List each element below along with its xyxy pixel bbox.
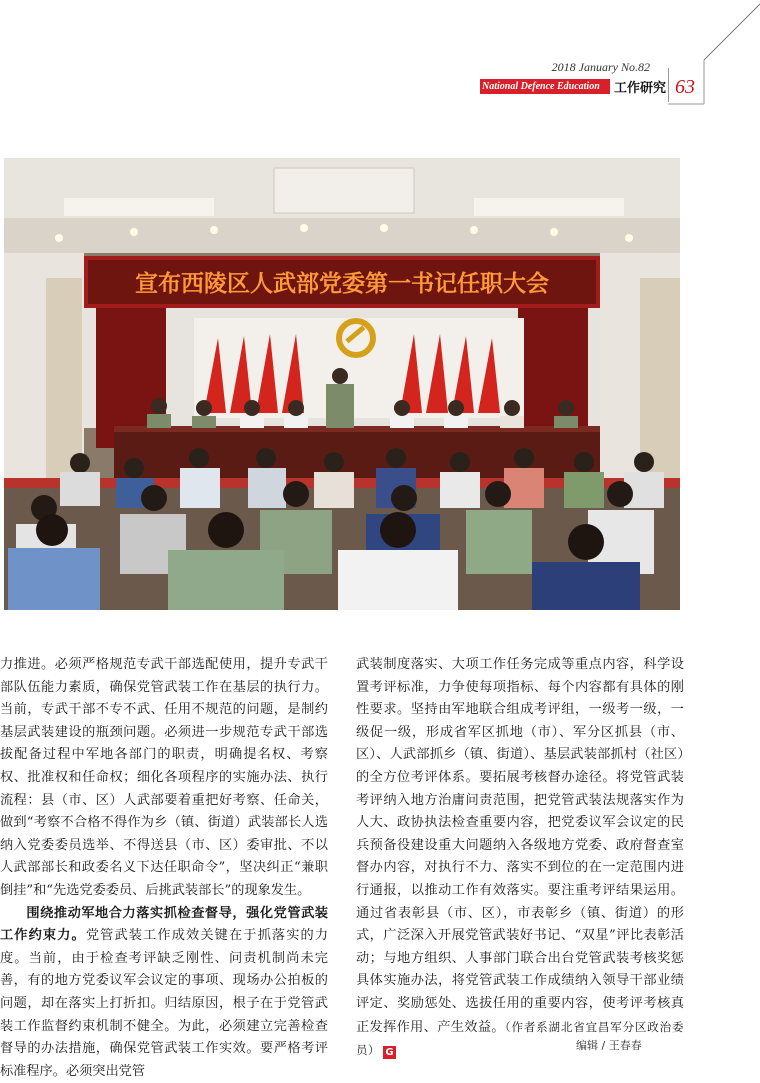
- paragraph-text: 武装制度落实、大项工作任务完成等重点内容，科学设置考评标准，力争使每项指标、每个内容都有具体的刚性要求。坚持由军地联合组成考评组，一级考一级，一级促一级，形成省军区抓地（市）、军分区抓县（市、区）、人武部抓乡（镇、街道）、基层武装部抓村（社区）的全方位考评体系。要拓展考核督办途径。将党管武装考评纳入地方治庸问责范围，把党管武装法规落实作为人大、政协执法检查重要内容，把党委议军会议定的民兵预备役建设重大问题纳入各级地方党委、政府督查室督办内容，对执行不力、落实不到位的在一定范围内进行通报，以推动工作有效落实。要注重考评结果运用。通过省表彰县（市、区），市表彰乡（镇、街道）的形式，广泛深入开展党管武装好书记、“双星”评比表彰活动；与地方组织、人事部门联合出台党管武装考核奖惩具体实施办法，将党管武装工作成绩纳入领导干部业绩评定、奖励惩处、选拔任用的重要内容，使考评考核真正发挥作用、产生效益。: [356, 657, 684, 1035]
- issue-label: 2018 January No.82: [551, 60, 650, 74]
- section-title: 工作研究: [614, 81, 667, 96]
- article-paragraph: [0, 654, 328, 903]
- end-mark-icon: G: [383, 1046, 396, 1059]
- journal-name-bar: National Defence Education: [480, 79, 610, 94]
- banner-text: 宣布西陵区人武部党委第一书记任职大会: [135, 271, 549, 297]
- article-paragraph: [0, 903, 328, 1083]
- article-paragraph: [356, 654, 684, 1063]
- paragraph-text: 党管武装工作成效关键在于抓落实的力度。当前，由于检查考评缺乏刚性、问责机制尚未完善，有的地方党委议军会议定的事项、现场办公拍板的问题，却在落实上打折扣。归结原因，根子在于党管武装工作监督约束机制不健全。为此，必须建立完善检查督导的办法措施，确保党管武装工作实效。要严格考评标准程序。必须突出党管: [0, 928, 328, 1079]
- author-note: （作者系湖北省宜昌军分区政治委员）: [356, 1019, 685, 1058]
- editor-credit: 编辑 / 王春春: [576, 1039, 642, 1052]
- meeting-photo: [4, 158, 680, 610]
- article-right-column: [356, 654, 684, 1063]
- paragraph-lead: 围绕推动军地合力落实抓检查督导，强化党管武装工作约束力。: [0, 905, 328, 944]
- page-number: 63: [668, 68, 704, 102]
- paragraph-text: 力推进。必须严格规范专武干部选配使用，提升专武干部队伍能力素质，确保党管武装工作在基层的执行力。当前，专武干部不专不武、任用不规范的问题，是制约基层武装建设的瓶颈问题。必须进一步规范专武干部选拔配备过程中军地各部门的职责，明确提名权、考察权、批准权和任命权；细化各项程序的实施办法、执行流程：县（市、区）人武部要着重把好考察、任命关，做到“考察不合格不得作为乡（镇、街道）武装部长人选纳入党委委员选举、不得送县（市、区）委审批、不以人武部部长和政委名义下达任职命令”，坚决纠正“兼职倒挂”和“先选党委委员、后挑武装部长”的现象发生。: [0, 657, 328, 898]
- article-left-column: [0, 654, 328, 1083]
